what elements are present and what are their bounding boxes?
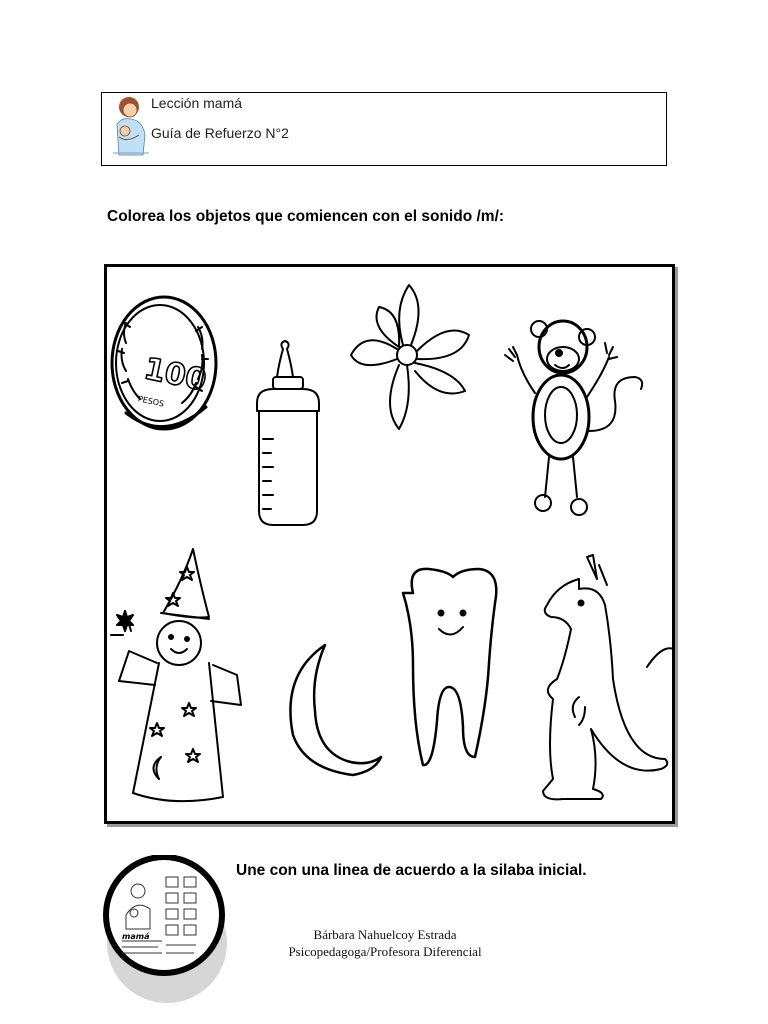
coloring-frame xyxy=(104,264,675,824)
mother-and-baby-icon xyxy=(109,95,155,161)
target-sound: /m/ xyxy=(476,208,499,225)
badge-caption: mamá xyxy=(122,932,150,941)
lesson-booklet-badge xyxy=(100,855,230,1005)
lesson-header xyxy=(101,92,667,166)
kangaroo-icon[interactable] xyxy=(543,555,672,799)
tooth-icon[interactable] xyxy=(403,569,496,765)
author-credit xyxy=(240,926,530,960)
wizard-icon[interactable] xyxy=(111,549,241,801)
monkey-icon[interactable] xyxy=(505,321,642,515)
instruction-color-objects xyxy=(107,208,504,226)
baby-bottle-icon[interactable] xyxy=(257,341,319,525)
instruction-text: Colorea los objetos que comiencen con el sonido xyxy=(107,208,477,225)
moon-icon[interactable] xyxy=(290,645,381,775)
author-role: Psicopedagoga/Profesora Diferencial xyxy=(288,944,482,959)
instruction-match-syllable: Une con una linea de acuerdo a la silaba inicial. xyxy=(236,862,587,879)
instruction-colon: : xyxy=(498,208,505,225)
flower-icon[interactable] xyxy=(351,285,469,429)
guide-number: Guía de Refuerzo N°2 xyxy=(151,125,289,141)
coin-icon[interactable] xyxy=(112,297,216,429)
lesson-title: Lección mamá xyxy=(151,95,243,111)
author-name: Bárbara Nahuelcoy Estrada xyxy=(313,927,457,942)
coin-currency: PESOS xyxy=(137,394,165,409)
coin-value: 100 xyxy=(140,351,210,399)
